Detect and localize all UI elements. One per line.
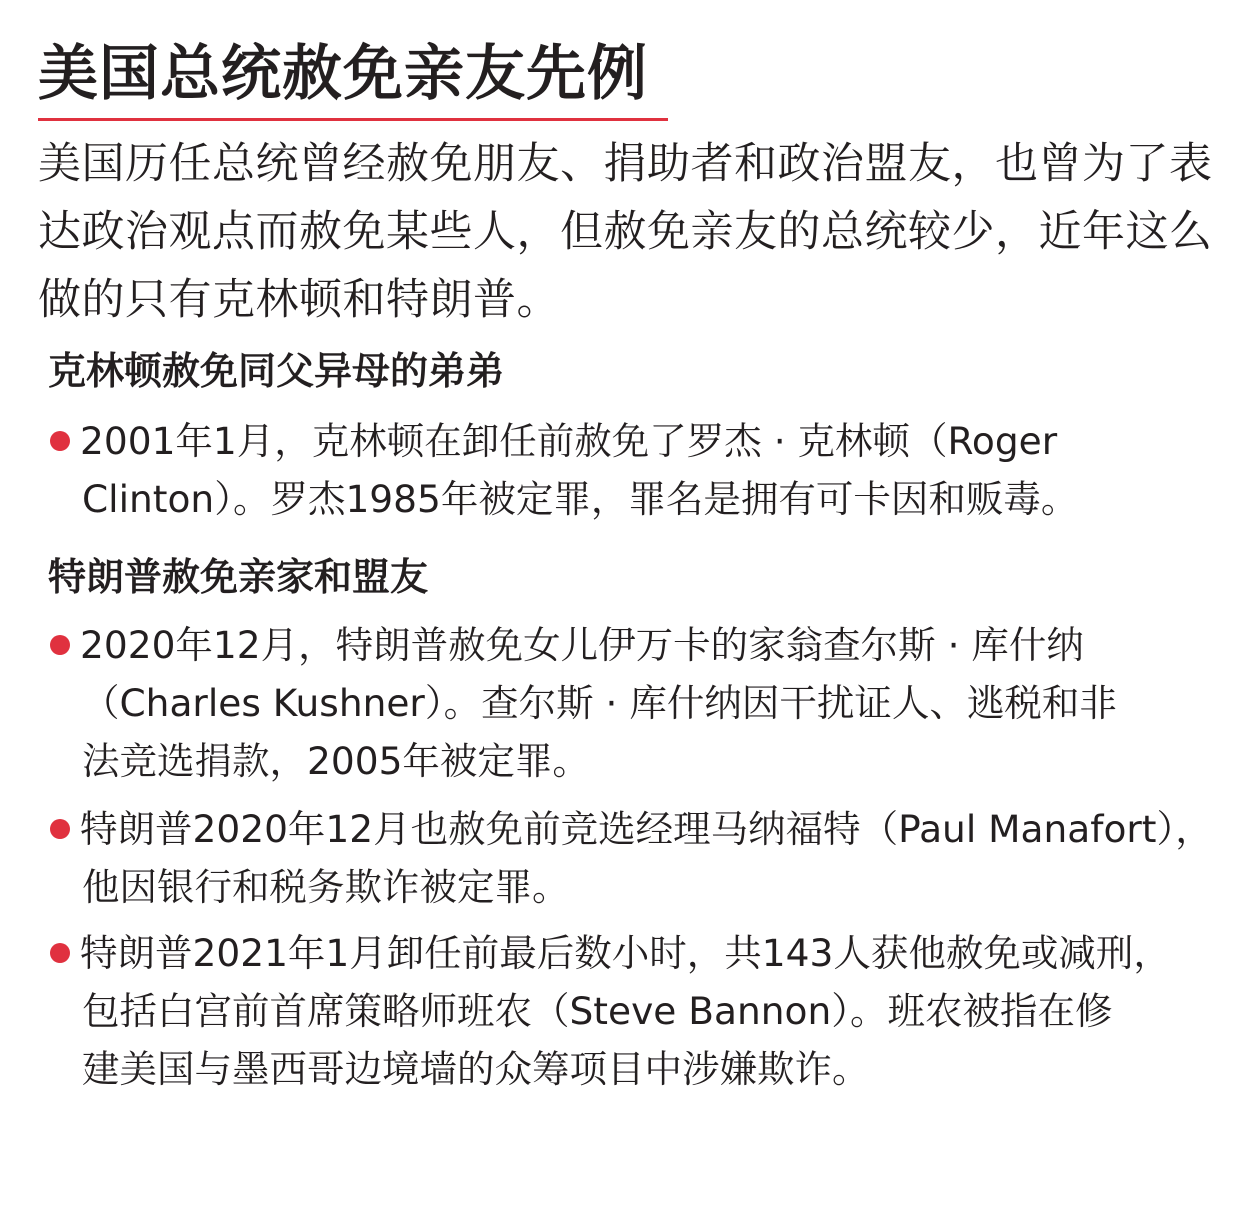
list-item-line: （Charles Kushner）。查尔斯 · 库什纳因干扰证人、逃税和非 <box>82 681 1117 725</box>
list-item-line: 包括白宫前首席策略师班农（Steve Bannon）。班农被指在修 <box>82 989 1113 1033</box>
bullet-dot <box>50 635 70 655</box>
list-item-text <box>80 616 1230 790</box>
title-underline <box>38 118 668 121</box>
bullet-dot <box>50 431 70 451</box>
bullet-dot <box>50 943 70 963</box>
list-item-line: Clinton）。罗杰1985年被定罪，罪名是拥有可卡因和贩毒。 <box>82 477 1079 521</box>
intro-paragraph: 美国历任总统曾经赦免朋友、捐助者和政治盟友，也曾为了表达政治观点而赦免某些人，但赦免亲友的总统较少，近年这么做的只有克林顿和特朗普。 <box>38 139 1213 325</box>
section-heading-clinton: 克林顿赦免同父异母的弟弟 <box>48 349 505 393</box>
list-item-line: 建美国与墨西哥边境墙的众筹项目中涉嫌欺诈。 <box>82 1047 870 1091</box>
section-heading-trump: 特朗普赦免亲家和盟友 <box>48 555 429 599</box>
list-item-text <box>80 924 1230 1098</box>
bullet-dot <box>50 819 70 839</box>
list-item-line: 2020年12月，特朗普赦免女儿伊万卡的家翁查尔斯 · 库什纳 <box>80 623 1084 667</box>
list-item-line: 法竞选捐款，2005年被定罪。 <box>82 739 590 783</box>
list-item-text <box>80 800 1230 916</box>
list-item-text <box>80 412 1230 528</box>
list-item-line: 特朗普2020年12月也赦免前竞选经理马纳福特（Paul Manafort）， <box>80 807 1213 851</box>
list-item-line: 2001年1月，克林顿在卸任前赦免了罗杰 · 克林顿（Roger <box>80 419 1058 463</box>
page-title: 美国总统赦免亲友先例 <box>38 39 648 109</box>
list-item-line: 他因银行和税务欺诈被定罪。 <box>82 865 570 909</box>
list-item-line: 特朗普2021年1月卸任前最后数小时，共143人获他赦免或减刑， <box>80 931 1171 975</box>
